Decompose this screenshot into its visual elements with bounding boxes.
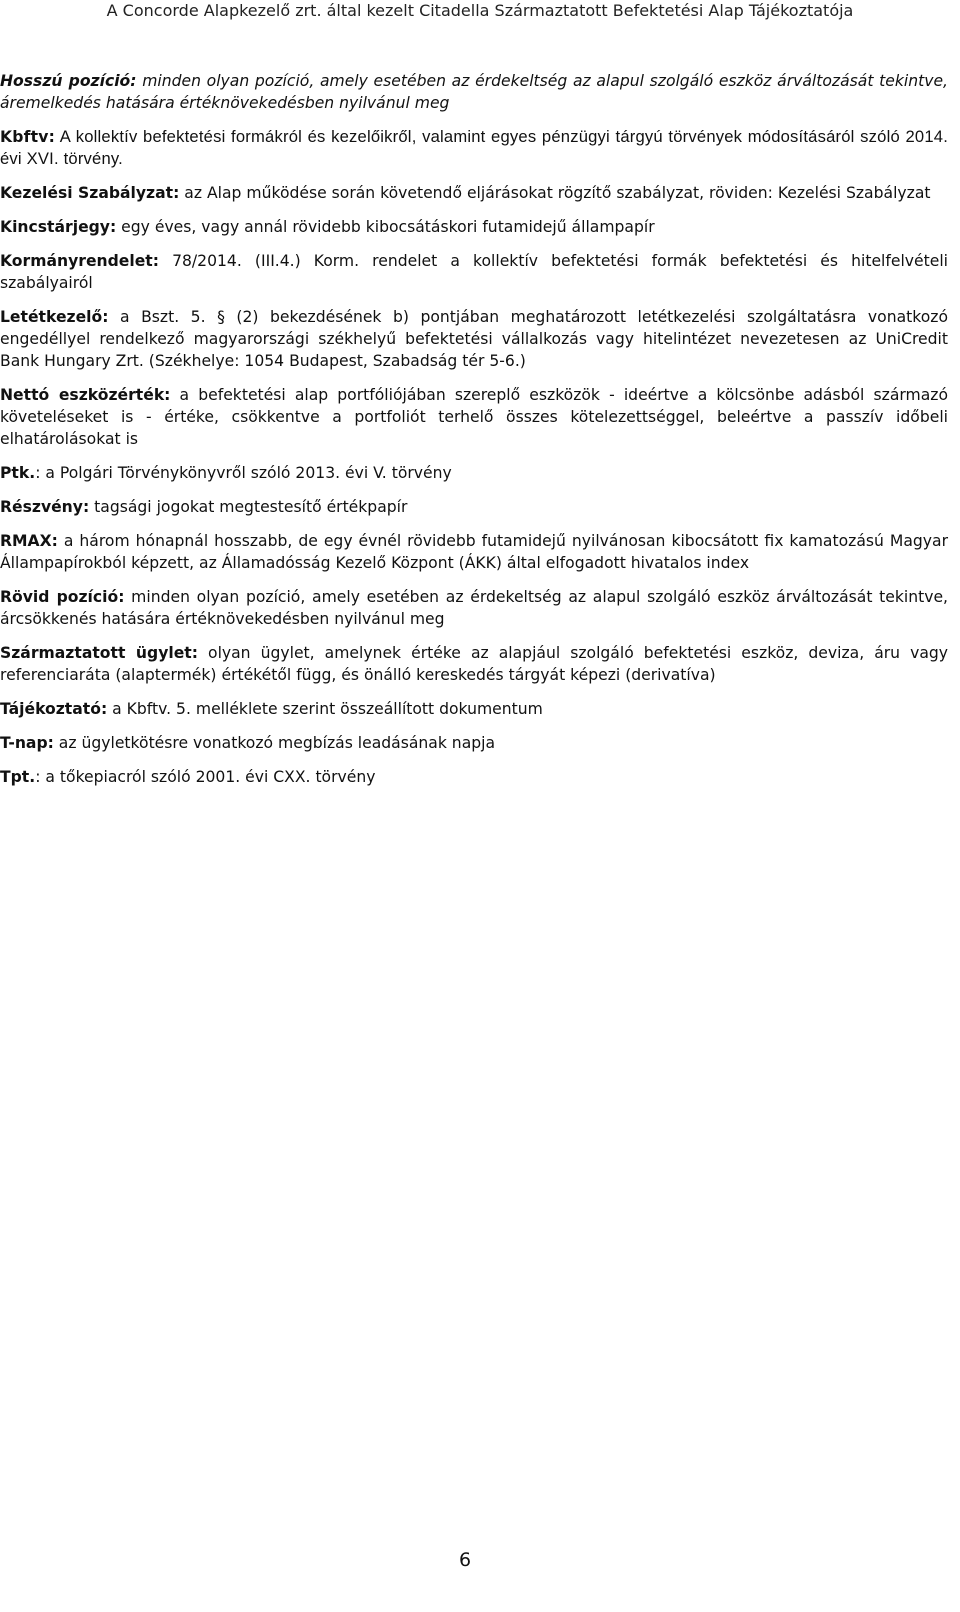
glossary-entry-reszveny	[0, 496, 948, 518]
term: Kormányrendelet:	[0, 252, 159, 270]
term: Kbftv:	[0, 128, 56, 146]
term: Letétkezelő:	[0, 308, 109, 326]
definition: A kollektív befektetési formákról és kezelőikről, valamint egyes pénzügyi tárgyú törvények módosításáról szóló 2014. évi XVI. törvény.	[0, 127, 948, 168]
term: Kincstárjegy:	[0, 218, 117, 236]
term: RMAX:	[0, 532, 58, 550]
definition: : a Polgári Törvénykönyvről szóló 2013. évi V. törvény	[35, 464, 452, 482]
definition: tagsági jogokat megtestesítő értékpapír	[89, 498, 408, 516]
glossary-entry-szarmaztatott-ugylet	[0, 642, 948, 686]
glossary-entry-ptk	[0, 462, 948, 484]
term: Származtatott ügylet:	[0, 644, 198, 662]
term: Rövid pozíció:	[0, 588, 125, 606]
glossary-entry-tajekoztato	[0, 698, 948, 720]
definition: olyan ügylet, amelynek értéke az alapjául szolgáló befektetési eszköz, deviza, áru vagy referenciaráta (alaptermék) értékétől függ, és önálló kereskedés tárgyát képezi (derivatíva)	[0, 644, 949, 684]
definition: a Kbftv. 5. melléklete szerint összeállított dokumentum	[107, 700, 543, 718]
term: T-nap:	[0, 734, 54, 752]
term: Kezelési Szabályzat:	[0, 184, 180, 202]
glossary-entry-tpt	[0, 766, 948, 788]
definition: 78/2014. (III.4.) Korm. rendelet a kollektív befektetési formák befektetési és hitelfelvételi szabályairól	[0, 252, 948, 292]
definition: az ügyletkötésre vonatkozó megbízás leadásának napja	[53, 734, 496, 752]
glossary-entry-t-nap	[0, 732, 948, 754]
page-header: A Concorde Alapkezelő zrt. által kezelt Citadella Származtatott Befektetési Alap Tájékoztatója	[106, 1, 854, 20]
glossary-entry-rmax	[0, 530, 948, 574]
glossary-entry-kormanyrendelet	[0, 250, 948, 294]
glossary-entry-rovid-pozicio	[0, 586, 948, 630]
glossary-entry-netto-eszkozertek	[0, 384, 948, 450]
definition: az Alap működése során követendő eljárásokat rögzítő szabályzat, röviden: Kezelési Szabályzat	[179, 184, 931, 202]
term: Tájékoztató:	[0, 700, 108, 718]
page-number: 6	[458, 1549, 472, 1571]
definition: a Bszt. 5. § (2) bekezdésének b) pontjában meghatározott letétkezelési szolgáltatásra vonatkozó engedéllyel rendelkező magyarországi székhelyű befektetési vállalkozás vagy hitelintézet nevezetesen az UniCredit Bank Hungary Zrt. (Székhelye: 1054 Budapest, Szabadság tér 5-6.)	[0, 308, 948, 370]
definition: minden olyan pozíció, amely esetében az érdekeltség az alapul szolgáló eszköz árváltozását tekintve, áremelkedés hatására értéknövekedésben nyilvánul meg	[0, 72, 948, 112]
term: Tpt.	[0, 768, 36, 786]
glossary	[0, 70, 948, 800]
term: Hosszú pozíció:	[0, 72, 137, 90]
term: Nettó eszközérték:	[0, 386, 171, 404]
glossary-entry-letetkezelo	[0, 306, 948, 372]
glossary-entry-hosszu-pozicio	[0, 70, 948, 114]
glossary-entry-kincstarjegy	[0, 216, 948, 238]
definition: : a tőkepiacról szóló 2001. évi CXX. törvény	[35, 768, 376, 786]
glossary-entry-kezelesi-szabalyzat	[0, 182, 948, 204]
definition: minden olyan pozíció, amely esetében az érdekeltség az alapul szolgáló eszköz árváltozását tekintve, árcsökkenés hatására értéknövekedésben nyilvánul meg	[0, 588, 949, 628]
definition: egy éves, vagy annál rövidebb kibocsátáskori futamidejű állampapír	[116, 218, 655, 236]
term: Részvény:	[0, 498, 90, 516]
glossary-entry-kbftv	[0, 126, 948, 170]
definition: a befektetési alap portfóliójában szereplő eszközök - ideértve a kölcsönbe adásból származó követeléseket is - értéke, csökkentve a portfoliót terhelő összes kötelezettséggel, beleértve a passzív időbeli elhatárolásokat is	[0, 386, 948, 448]
term: Ptk.	[0, 464, 36, 482]
definition: a három hónapnál hosszabb, de egy évnél rövidebb futamidejű nyilvánosan kibocsátott fix kamatozású Magyar Állampapírokból képzett, az Államadósság Kezelő Központ (ÁKK) által elfogadott hivatalos index	[0, 532, 948, 572]
